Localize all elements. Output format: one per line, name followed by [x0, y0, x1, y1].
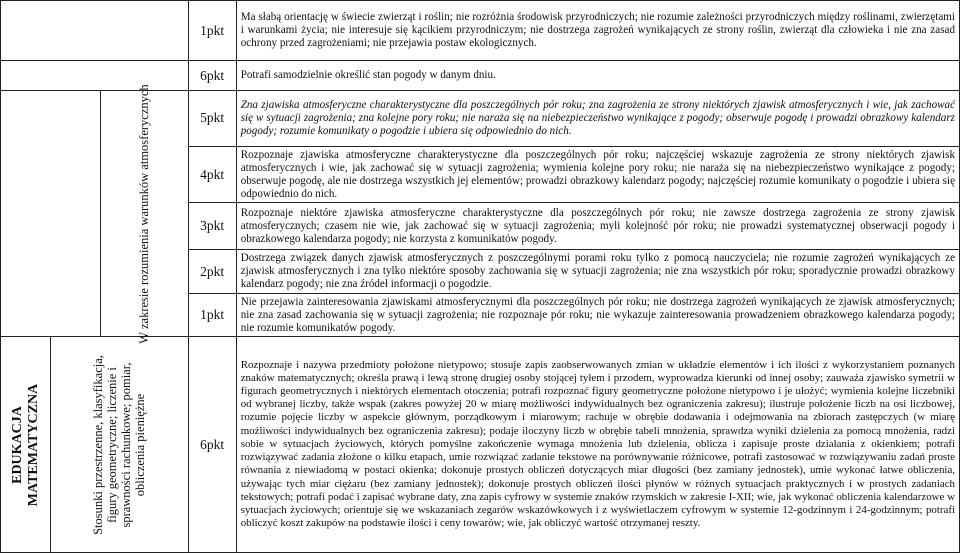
points-cell: 1pkt [188, 1, 236, 61]
empty-cell [1, 1, 189, 61]
points-cell: 6pkt [188, 61, 236, 91]
criteria-text: Potrafi samodzielnie określić stan pogody w danym dniu. [236, 61, 959, 91]
domain-label: Stosunki przestrzenne, klasyfikacja, figury geometryczne; liczenie i sprawności rachunkowe; pomiar, obliczenia pieniężne [91, 354, 148, 535]
criteria-text: Rozpoznaje i nazywa przedmioty położone nietypowo; stosuje zapis zaobserwowanych zmian w układzie elementów i ich ilości z wykorzystaniem poznanych znaków matematycznych; określa prawą i lewą stronę drugiej osoby stojącej tyłem i przodem, wyprowadza kierunki od innej osoby; zauważa zjawisko symetrii w figurach geometrycznych i niektórych elementach otoczenia; potrafi rozpoznać figury geometryczne położone nietypowo i je ułożyć; wymienia kolejne liczebniki od wybranej liczby, także wspak (zakres powyżej 20 w miarę możliwości indywidualnych bez ograniczenia zakresu); ilustruje położenie liczb na osi liczbowej, rozumie pojęcie liczby w aspekcie głównym, porządkowym i miarowym; rachuje w obrębie dodawania i odejmowania na zbiorach zastępczych (w miarę możliwości indywidualnych bez ograniczenia zakresu); podaje iloczyny liczb w obrębie tabeli mnożenia, sprawdza wyniki dzielenia za pomocą mnożenia, radzi sobie w sytuacjach życiowych, których pomyślne zakończenie wymaga mnożenia lub dzielenia, oblicza i zapisuje proste działania z okienkiem; potrafi rozwiązywać zadania złożone o kilku etapach, umie rozwiązać zadanie tekstowe na porównywanie różnicowe, potrafi zastosować w rozwiązywaniu zadań proste równania z niewiadomą w postaci okienka; dokonuje prostych obliczeń dotyczących miar długości (bez zamiany jednostek), umie wykonać łatwe obliczenia, używając tych miar ciężaru (bez zamiany jednostek); dokonuje prostych obliczeń ilości płynów w różnych sytuacjach praktycznych i w prostych zadaniach tekstowych; potrafi podać i zapisać wybrane daty, zna zapis cyfrowy w systemie znaków rzymskich w zakresie I-XII; wie, jak wykonać obliczenia kalendarzowe w sytuacjach życiowych; orientuje się we wskazaniach zegarów wskazówkowych i z wyświetlaczem cyfrowym w systemie 12-godzinnym i 24-godzinnym; potrafi obliczyć koszt zakupów na podstawie ilości i ceny towarów; wie, jak obliczyć wartość otrzymanej reszty. [236, 337, 959, 553]
points-cell: 1pkt [188, 294, 236, 337]
criteria-text: Nie przejawia zainteresowania zjawiskami atmosferycznymi dla poszczególnych pór roku; nie dostrzega zagrożeń wynikających ze zjawisk atmosferycznych; nie zna zasad zachowania się w sytuacji zagrożenia; nie rozpoznaje pór roku; nie wykazuje zainteresowania prowadzeniem obrazkowego kalendarza pogody; nie rozumie komunikatów pogody. [236, 294, 959, 337]
criteria-text: Dostrzega związek danych zjawisk atmosferycznych z poszczególnymi porami roku tylko z pomocą nauczyciela; nie rozumie zagrożeń wynikających ze zjawisk atmosferycznych i zna tylko niektóre sposoby zachowania się w sytuacji zagrożenia; nie zna wszystkich pór roku; sporadycznie prowadzi obrazkowy kalendarz pogody; nie zna źródeł informacji o pogodzie. [236, 249, 959, 294]
empty-cell [1, 61, 189, 91]
range-label: W zakresie rozumienia warunków atmosferycznych [137, 83, 152, 344]
table-row [1, 337, 960, 553]
points-cell: 4pkt [188, 146, 236, 203]
domain-cell [51, 337, 188, 553]
criteria-text: Rozpoznaje zjawiska atmosferyczne charakterystyczne dla poszczególnych pór roku; najczęściej wskazuje zagrożenia ze strony niektórych zjawisk atmosferycznych i wie, jak zachować się w sytuacji zagrożenia; wymienia kolejne pory roku; nie naraża się na niebezpieczeństwo wynikające z pogody; obserwuje pogodę, ale nie dostrzega wszystkich jej elementów; prowadzi obrazkowy kalendarz pogody; najczęściej rozumie komunikaty o pogodzie i ubiera się odpowiednio do nich. [236, 146, 959, 203]
points-cell: 6pkt [188, 337, 236, 553]
criteria-text: Rozpoznaje niektóre zjawiska atmosferyczne charakterystyczne dla poszczególnych pór roku; nie zawsze dostrzega zagrożenia ze strony zjawisk atmosferycznych; czasem nie wie, jak zachować się w sytuacji zagrożenia; myli kolejność pór roku; nie prowadzi systematycznej obserwacji pogody i obrazkowego kalendarza pogody; nie korzysta z komunikatów pogody. [236, 203, 959, 250]
empty-cell [1, 91, 101, 337]
education-cell [1, 337, 51, 553]
points-cell: 5pkt [188, 91, 236, 147]
criteria-text: Ma słabą orientację w świecie zwierząt i roślin; nie rozróżnia środowisk przyrodniczych; nie rozumie zależności przyrodniczych między roślinami, zwierzętami i warunkami życia; nie interesuje się kącikiem przyrodniczym; nie dostrzega zagrożeń wynikających ze strony roślin, zwierząt dla człowieka i nie zna zasad ochrony przed zagrożeniami; nie przejawia postaw ekologicznych. [236, 1, 959, 61]
points-cell: 3pkt [188, 203, 236, 250]
criteria-text: Zna zjawiska atmosferyczne charakterystyczne dla poszczególnych pór roku; zna zagrożenia ze strony niektórych zjawisk atmosferycznych i wie, jak zachować się w sytuacji zagrożenia; zna kolejne pory roku; nie naraża się na niebezpieczeństwo wynikające z pogody; obserwuje pogodę i prowadzi obrazkowy kalendarz pogody; rozumie komunikaty o pogodzie i ubiera się odpowiednio do nich. [236, 91, 959, 147]
range-cell [101, 83, 188, 344]
table-row [1, 91, 960, 147]
points-cell: 2pkt [188, 249, 236, 294]
education-label: EDUKACJA MATEMATYCZNA [9, 383, 41, 506]
